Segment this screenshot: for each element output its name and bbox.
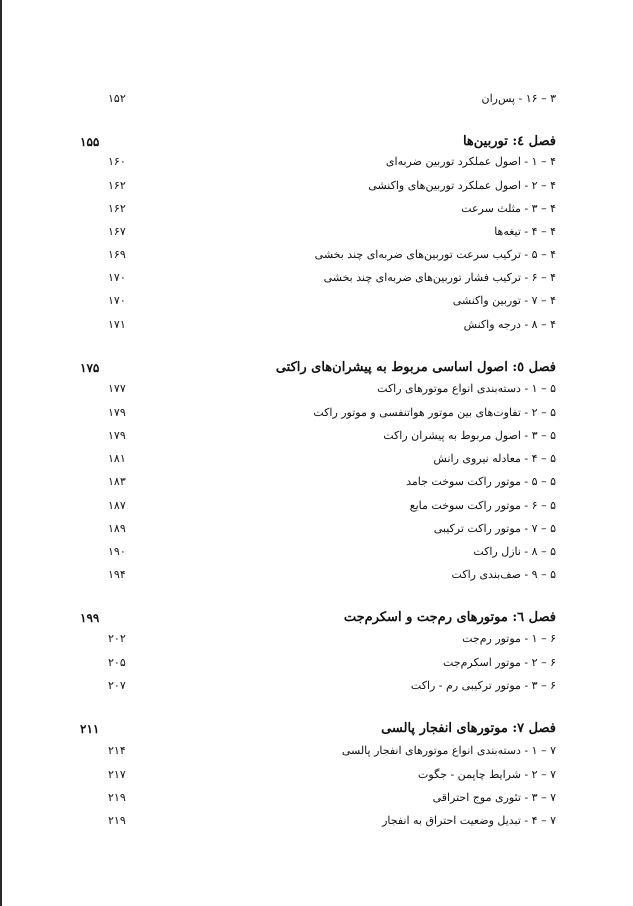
toc-entry-page-number: ۱۶۹: [108, 248, 126, 261]
toc-entry-title: ۶ – ۲ - موتور اسکرم‌جت: [442, 656, 556, 669]
toc-entry: [0, 315, 633, 335]
toc-entry: [0, 89, 633, 109]
toc-entry-page-number: ۲۱۴: [108, 744, 126, 757]
toc-entry-page-number: ۲۰۷: [108, 679, 126, 692]
toc-entry: [0, 291, 633, 311]
chapter-heading-title: فصل ٥: اصول اساسی مربوط به پیشران‌های راکتی: [275, 360, 556, 375]
toc-entry: [0, 222, 633, 242]
chapter-heading-page-number: ۱۹۹: [80, 611, 100, 625]
toc-entry-page-number: ۱۶۲: [108, 179, 126, 192]
toc-entry-page-number: ۱۹۴: [108, 568, 126, 581]
toc-entry-page-number: ۲۱۹: [108, 814, 126, 827]
chapter-heading: [0, 719, 633, 739]
toc-entry-page-number: ۲۱۹: [108, 791, 126, 804]
chapter-heading: [0, 132, 633, 152]
toc-entry: [0, 811, 633, 831]
toc-entry-page-number: ۱۷۰: [108, 294, 126, 307]
toc-entry: [0, 653, 633, 673]
toc-entry: [0, 152, 633, 172]
toc-entry: [0, 379, 633, 399]
toc-entry-title: ۴ – ۵ - ترکیب سرعت توربین‌های ضربه‌ای چند بخشی: [314, 248, 556, 261]
toc-entry: [0, 629, 633, 649]
toc-entry-title: ۷ – ۲ - شرایط چاپمن - جگوت: [418, 768, 556, 781]
toc-entry-title: ۴ – ۲ - اصول عملکرد توربین‌های واکنشی: [368, 179, 556, 192]
toc-entry-page-number: ۱۵۲: [108, 92, 126, 105]
toc-entry-title: ۵ – ۸ - نازل راکت: [473, 545, 556, 558]
toc-entry-title: ۴ – ۷ - توربین واکنشی: [452, 294, 556, 307]
toc-entry: [0, 741, 633, 761]
toc-entry-title: ۶ – ۱ - موتور رم‌جت: [462, 632, 556, 645]
toc-entry-page-number: ۱۹۰: [108, 545, 126, 558]
toc-entry-title: ۴ – ۳ - مثلث سرعت: [461, 202, 556, 215]
toc-entry-title: ۵ – ۳ - اصول مربوط به پیشران راکت: [383, 429, 556, 442]
toc-entry-page-number: ۱۷۹: [108, 406, 126, 419]
chapter-heading-page-number: ۱۵۵: [80, 135, 100, 149]
toc-entry: [0, 426, 633, 446]
toc-entry: [0, 472, 633, 492]
toc-entry-title: ۵ – ۶ - موتور راکت سوخت مایع: [409, 499, 556, 512]
toc-entry: [0, 245, 633, 265]
chapter-heading-page-number: ۱۷۵: [80, 361, 100, 375]
toc-entry-page-number: ۲۱۷: [108, 768, 126, 781]
toc-entry: [0, 449, 633, 469]
toc-entry-title: ۴ – ۴ - تیغه‌ها: [494, 225, 556, 238]
chapter-heading-title: فصل ٤: توربین‌ها: [462, 134, 556, 149]
chapter-heading: [0, 608, 633, 628]
toc-entry-title: ۷ – ۳ - تئوری موج احتراقی: [432, 791, 556, 804]
toc-entry: [0, 403, 633, 423]
toc-entry-page-number: ۱۸۳: [108, 475, 126, 488]
toc-entry-title: ۵ – ۹ - صف‌بندی راکت: [451, 568, 556, 581]
toc-entry-page-number: ۱۷۹: [108, 429, 126, 442]
toc-entry: [0, 676, 633, 696]
toc-entry-title: ۳ – ۱۶ - پس‌ران: [481, 92, 556, 105]
chapter-heading: [0, 358, 633, 378]
chapter-heading-title: فصل ٧: موتورهای انفجار پالسی: [381, 721, 556, 736]
toc-entry-title: ۵ – ۱ - دسته‌بندی انواع موتورهای راکت: [377, 382, 556, 395]
toc-entry: [0, 519, 633, 539]
toc-entry: [0, 496, 633, 516]
toc-entry-title: ۷ – ۴ - تبدیل وضعیت احتراق به انفجار: [382, 814, 556, 827]
toc-entry-title: ۴ – ۶ - ترکیب فشار توربین‌های ضربه‌ای چند بخشی: [323, 271, 556, 284]
toc-entry-page-number: ۱۷۷: [108, 382, 126, 395]
toc-entry-page-number: ۲۰۵: [108, 656, 126, 669]
toc-entry-title: ۵ – ۷ - موتور راکت ترکیبی: [433, 522, 556, 535]
toc-entry-page-number: ۱۸۹: [108, 522, 126, 535]
toc-entry-title: ۴ – ۱ - اصول عملکرد توربین ضربه‌ای: [385, 155, 556, 168]
toc-entry: [0, 176, 633, 196]
toc-entry-title: ۵ – ۵ - موتور راکت سوخت جامد: [406, 475, 556, 488]
toc-entry-page-number: ۱۶۷: [108, 225, 126, 238]
toc-entry-title: ۶ – ۳ - موتور ترکیبی رم - راکت: [410, 679, 556, 692]
toc-entry-title: ۴ – ۸ - درجه واکنش: [463, 318, 556, 331]
toc-entry: [0, 788, 633, 808]
toc-entry-page-number: ۱۶۰: [108, 155, 126, 168]
toc-entry: [0, 268, 633, 288]
toc-entry: [0, 542, 633, 562]
toc-entry: [0, 199, 633, 219]
toc-entry: [0, 765, 633, 785]
toc-entry-page-number: ۱۷۱: [108, 318, 126, 331]
toc-entry-page-number: ۱۷۰: [108, 271, 126, 284]
toc-entry-title: ۵ – ۲ - تفاوت‌های بین موتور هوا‌تنفسی و موتور راکت: [313, 406, 556, 419]
toc-entry-page-number: ۱۸۱: [108, 452, 126, 465]
toc-entry: [0, 565, 633, 585]
chapter-heading-title: فصل ٦: موتورهای رم‌جت و اسکرم‌جت: [343, 610, 556, 625]
toc-entry-page-number: ۱۸۷: [108, 499, 126, 512]
toc-entry-title: ۵ – ۴ - معادله نیروی رانش: [433, 452, 556, 465]
toc-entry-page-number: ۱۶۲: [108, 202, 126, 215]
chapter-heading-page-number: ۲۱۱: [80, 722, 100, 736]
toc-entry-page-number: ۲۰۲: [108, 632, 126, 645]
toc-entry-title: ۷ – ۱ - دسته‌بندی انواع موتورهای انفجار پالسی: [341, 744, 556, 757]
